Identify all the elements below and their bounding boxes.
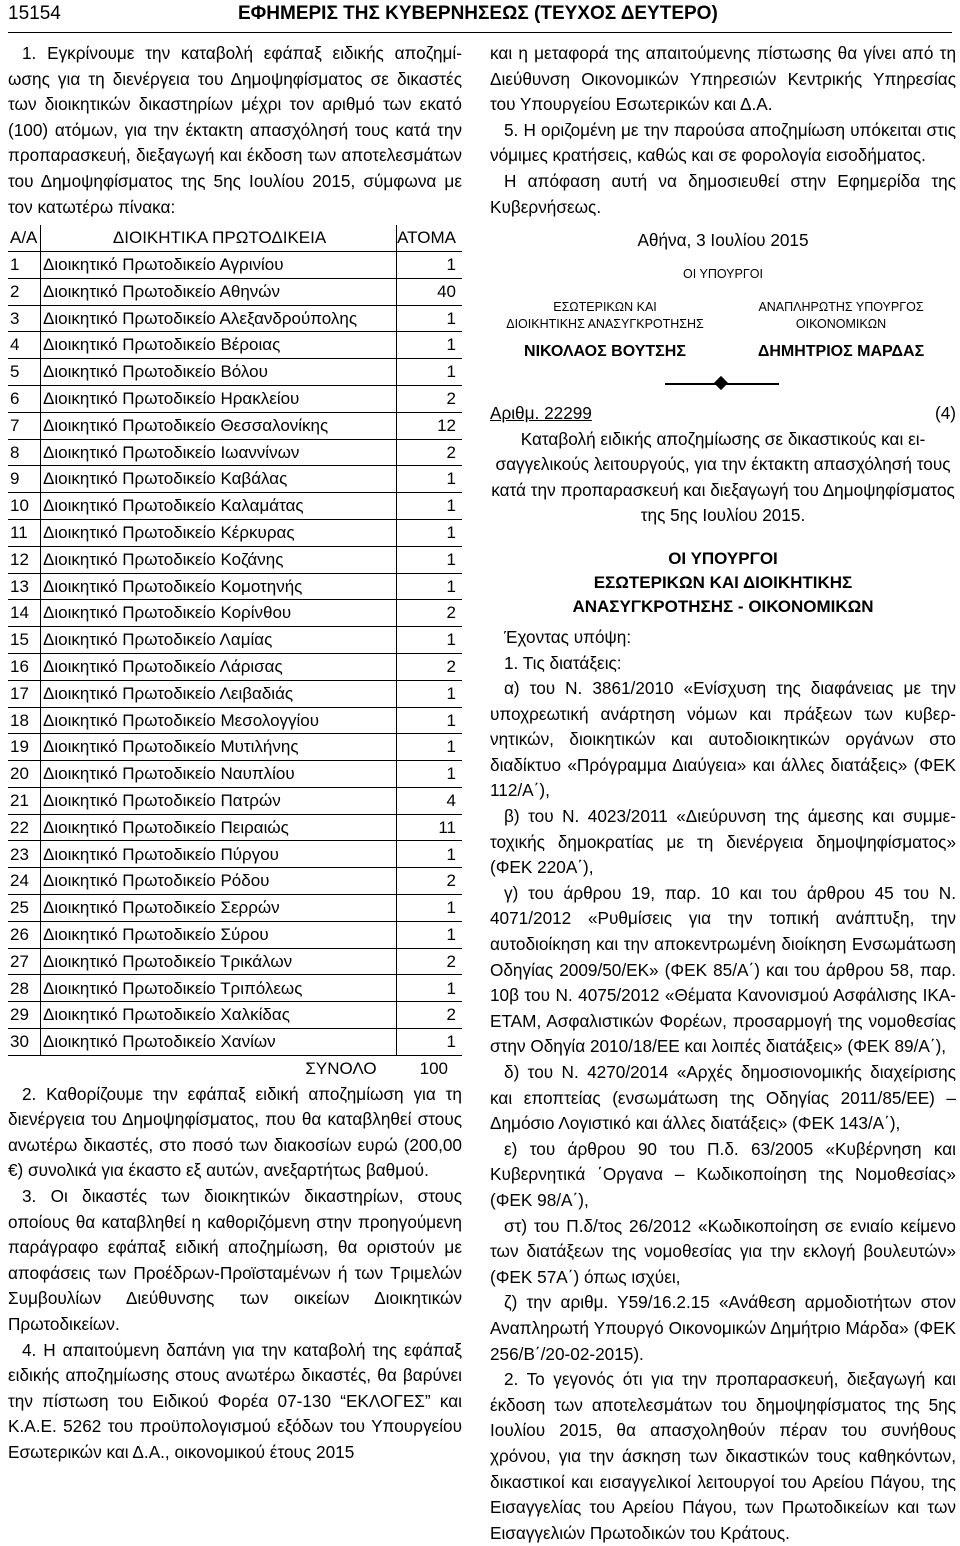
persons-count: 1 [397, 975, 462, 1002]
table-row [8, 519, 462, 546]
court-name: Διοικητικό Πρωτοδικείο Πύργου [41, 841, 397, 868]
persons-count: 2 [397, 868, 462, 895]
row-number: 12 [8, 546, 41, 573]
court-name: Διοικητικό Πρωτοδικείο Ρόδου [41, 868, 397, 895]
persons-count: 1 [397, 921, 462, 948]
table-row [8, 868, 462, 895]
row-number: 18 [8, 707, 41, 734]
persons-count: 1 [397, 359, 462, 386]
row-number: 5 [8, 359, 41, 386]
persons-count: 4 [397, 787, 462, 814]
row-number: 7 [8, 412, 41, 439]
court-name: Διοικητικό Πρωτοδικείο Λάρισας [41, 653, 397, 680]
provision-z: ζ) την αριθμ. Υ59/16.2.15 «Ανάθεση αρμοδιοτήτων στον Αναπληρωτή Υπουργό Οικονομικών Δημήτριο Μάρδα» (ΦΕΚ 256/Β΄/20-02-2015). [490, 1292, 956, 1364]
persons-count: 40 [397, 278, 462, 305]
table-row [8, 734, 462, 761]
row-number: 3 [8, 305, 41, 332]
decision-number: Αριθμ. 22299 [490, 402, 592, 423]
courts-table [8, 225, 462, 1082]
court-name: Διοικητικό Πρωτοδικείο Τριπόλεως [41, 975, 397, 1002]
persons-count: 2 [397, 385, 462, 412]
header-persons: ΑΤΟΜΑ [397, 225, 462, 251]
court-name: Διοικητικό Πρωτοδικείο Κομοτηνής [41, 573, 397, 600]
row-number: 25 [8, 895, 41, 922]
header-aa: Α/Α [8, 225, 41, 251]
row-number: 30 [8, 1029, 41, 1056]
court-name: Διοικητικό Πρωτοδικείο Χανίων [41, 1029, 397, 1056]
row-number: 10 [8, 493, 41, 520]
persons-count: 1 [397, 895, 462, 922]
page-header [8, 3, 952, 29]
paragraph-4: 4. Η απαιτούμενη δαπάνη για την καταβολή της εφάπαξ ειδικής αποζημίωσης στους ανωτέρω δικαστές, θα βαρύνει την πίστωση του Ειδικού Φορέα 07-130 “ΕΚΛΟΓΕΣ” και Κ.Α.Ε. 5262 του προϋπολογισμού εξόδων του Υπουργείου Εσωτερικών και Δ.Α., οικονομικού έτους 2015 [8, 1339, 462, 1462]
left-column [8, 41, 462, 1466]
table-body [8, 251, 462, 1055]
persons-count: 1 [397, 332, 462, 359]
table-row [8, 251, 462, 278]
persons-count: 2 [397, 600, 462, 627]
persons-count: 1 [397, 761, 462, 788]
row-number: 20 [8, 761, 41, 788]
signatory-1-title: ΕΣΩΤΕΡΙΚΩΝ ΚΑΙ ΔΙΟΙΚΗΤΙΚΗΣ ΑΝΑΣΥΓΚΡΟΤΗΣΗΣ [506, 300, 704, 332]
row-number: 13 [8, 573, 41, 600]
table-row [8, 680, 462, 707]
persons-count: 1 [397, 680, 462, 707]
court-name: Διοικητικό Πρωτοδικείο Τρικάλων [41, 948, 397, 975]
row-number: 21 [8, 787, 41, 814]
table-row [8, 1002, 462, 1029]
ministers-title: ΟΙ ΥΠΟΥΡΓΟΙ [683, 266, 763, 281]
court-name: Διοικητικό Πρωτοδικείο Κέρκυρας [41, 519, 397, 546]
row-number: 29 [8, 1002, 41, 1029]
court-name: Διοικητικό Πρωτοδικείο Ηρακλείου [41, 385, 397, 412]
court-name: Διοικητικό Πρωτοδικείο Ναυπλίου [41, 761, 397, 788]
row-number: 1 [8, 251, 41, 278]
signatory-titles [490, 299, 956, 333]
provision-e: ε) του άρθρου 90 του Π.δ. 63/2005 «Κυβέρνηση και Κυβερνητικά ΄Οργανα – Κωδικοποίηση της Νομοθεσίας» (ΦΕΚ 98/Α΄), [490, 1138, 956, 1210]
continuation-paragraph: και η μεταφορά της απαιτούμενης πίστωσης θα γίνει από τη Διεύθυνση Οικονομικών Υπηρεσιών Κεντρικής Υπηρεσίας του Υπουργείου Εσωτερικών και Δ.Α. [490, 43, 956, 115]
table-row [8, 1029, 462, 1056]
page-number: 15154 [8, 3, 61, 24]
table-total-row [8, 1055, 462, 1081]
table-row [8, 787, 462, 814]
court-name: Διοικητικό Πρωτοδικείο Πειραιώς [41, 814, 397, 841]
table-row [8, 546, 462, 573]
persons-count: 1 [397, 493, 462, 520]
court-name: Διοικητικό Πρωτοδικείο Αγρινίου [41, 251, 397, 278]
table-row [8, 841, 462, 868]
table-row [8, 921, 462, 948]
row-number: 11 [8, 519, 41, 546]
court-name: Διοικητικό Πρωτοδικείο Αλεξανδρούπολης [41, 305, 397, 332]
table-row [8, 332, 462, 359]
table-row [8, 412, 462, 439]
ministers-heading: ΟΙ ΥΠΟΥΡΓΟΙ ΕΣΩΤΕΡΙΚΩΝ ΚΑΙ ΔΙΟΙΚΗΤΙΚΗΣ ΑΝΑΣΥΓΚΡΟΤΗΣΗΣ - ΟΙΚΟΝΟΜΙΚΩΝ [572, 548, 874, 616]
persons-count: 1 [397, 841, 462, 868]
row-number: 2 [8, 278, 41, 305]
row-number: 8 [8, 439, 41, 466]
persons-count: 1 [397, 1029, 462, 1056]
court-name: Διοικητικό Πρωτοδικείο Κορίνθου [41, 600, 397, 627]
table-row [8, 278, 462, 305]
header-courts: ΔΙΟΙΚΗΤΙΚΑ ΠΡΩΤΟΔΙΚΕΙΑ [41, 225, 397, 251]
total-label: ΣΥΝΟΛΟ [305, 1058, 377, 1078]
persons-count: 1 [397, 707, 462, 734]
row-number: 14 [8, 600, 41, 627]
table-row [8, 600, 462, 627]
row-number: 24 [8, 868, 41, 895]
row-number: 6 [8, 385, 41, 412]
court-name: Διοικητικό Πρωτοδικείο Μυτιλήνης [41, 734, 397, 761]
row-number: 23 [8, 841, 41, 868]
table-row [8, 895, 462, 922]
provision-d: δ) του Ν. 4270/2014 «Αρχές δημοσιονομικής διαχείρισης και εποπτείας (ενσωμάτωση της Οδηγίας 2011/85/ΕΕ) – Δημόσιο Λογιστικό και άλλες διατάξεις» (ΦΕΚ 143/Α΄), [490, 1062, 956, 1134]
gazette-title: ΕΦΗΜΕΡΙΣ ΤΗΣ ΚΥΒΕΡΝΗΣΕΩΣ (ΤΕΥΧΟΣ ΔΕΥΤΕΡΟ) [238, 3, 718, 24]
row-number: 17 [8, 680, 41, 707]
table-row [8, 948, 462, 975]
persons-count: 1 [397, 519, 462, 546]
header-rule [8, 32, 952, 33]
row-number: 15 [8, 627, 41, 654]
signatory-2-title: ΑΝΑΠΛΗΡΩΤΗΣ ΥΠΟΥΡΓΟΣ ΟΙΚΟΝΟΜΙΚΩΝ [758, 300, 924, 332]
provision-b: β) του Ν. 4023/2011 «Διεύρυνση της άμεσης και συμμετοχικής δημοκρατίας με τη διενέργεια δημοψηφίσματος» (ΦΕΚ 220Α΄), [490, 806, 956, 878]
court-name: Διοικητικό Πρωτοδικείο Αθηνών [41, 278, 397, 305]
row-number: 27 [8, 948, 41, 975]
court-name: Διοικητικό Πρωτοδικείο Πατρών [41, 787, 397, 814]
decision-number-line [490, 401, 956, 427]
decision-index: (4) [934, 402, 956, 423]
row-number: 22 [8, 814, 41, 841]
paragraph-3: 3. Οι δικαστές των διοικητικών δικαστηρίων, στους οποίους θα καταβληθεί η καθοριζόμενη στην προηγούμενη παράγραφο εφάπαξ ειδική αποζημίωση, θα οριστούν με αποφάσεις των Προέδρων-Προϊσταμένων ή των Τριμελών Συμβουλίων Διεύθυνσης των οικείων Διοικητικών Πρωτοδικείων. [8, 1186, 462, 1334]
table-row [8, 814, 462, 841]
table-row [8, 305, 462, 332]
table-row [8, 975, 462, 1002]
provision-st: στ) του Π.δ/τος 26/2012 «Κωδικοποίηση σε ενιαίο κείμενο των διατάξεων της νομοθεσίας για την εκλογή βουλευτών» (ΦΕΚ 57Α΄) όπως ισχύει, [490, 1215, 956, 1287]
court-name: Διοικητικό Πρωτοδικείο Βέροιας [41, 332, 397, 359]
court-name: Διοικητικό Πρωτοδικείο Λειβαδιάς [41, 680, 397, 707]
date-line: Αθήνα, 3 Ιουλίου 2015 [637, 230, 809, 251]
persons-count: 1 [397, 305, 462, 332]
table-row [8, 439, 462, 466]
table-row [8, 573, 462, 600]
persons-count: 11 [397, 814, 462, 841]
persons-count: 1 [397, 627, 462, 654]
having-in-mind: Έχοντας υπόψη: [504, 626, 632, 647]
right-column [490, 41, 956, 1546]
court-name: Διοικητικό Πρωτοδικείο Χαλκίδας [41, 1002, 397, 1029]
table-header-row [8, 225, 462, 251]
paragraph-2: 2. Καθορίζουμε την εφάπαξ ειδική αποζημίωση για τη διενέργεια του Δημοψηφίσματος, που θα καταβληθεί στους ανωτέρω δικαστές, στο ποσό των διακοσίων ευρώ (200,00 €) συνολικά για έκαστο εξ αυτών, ανεξαρτήτως βαθμού. [8, 1083, 462, 1181]
signatory-names [490, 339, 956, 365]
persons-count: 1 [397, 734, 462, 761]
row-number: 19 [8, 734, 41, 761]
table-row [8, 466, 462, 493]
table-row [8, 653, 462, 680]
court-name: Διοικητικό Πρωτοδικείο Μεσολογγίου [41, 707, 397, 734]
court-name: Διοικητικό Πρωτοδικείο Καβάλας [41, 466, 397, 493]
table-row [8, 627, 462, 654]
court-name: Διοικητικό Πρωτοδικείο Καλαμάτας [41, 493, 397, 520]
signatory-1-name: ΝΙΚΟΛΑΟΣ ΒΟΥΤΣΗΣ [524, 343, 686, 361]
provision-a: α) του Ν. 3861/2010 «Ενίσχυση της διαφάνειας με την υποχρεωτική ανάρτηση νόμων και πράξεων των κυβερνητικών, διοικητικών και αυτοδιοικητικών οργάνων στο διαδίκτυο «Πρόγραμμα Διαύγεια» και άλλες διατάξεις» (ΦΕΚ 112/Α΄), [490, 678, 956, 801]
table-row [8, 359, 462, 386]
section-divider [490, 369, 956, 399]
table-row [8, 707, 462, 734]
table-row [8, 493, 462, 520]
court-name: Διοικητικό Πρωτοδικείο Ιωαννίνων [41, 439, 397, 466]
row-number: 16 [8, 653, 41, 680]
row-number: 28 [8, 975, 41, 1002]
total-value: 100 [419, 1058, 448, 1078]
table-row [8, 761, 462, 788]
court-name: Διοικητικό Πρωτοδικείο Κοζάνης [41, 546, 397, 573]
court-name: Διοικητικό Πρωτοδικείο Σερρών [41, 895, 397, 922]
row-number: 4 [8, 332, 41, 359]
row-number: 9 [8, 466, 41, 493]
diamond-icon [714, 376, 728, 390]
provision-c: γ) του άρθρου 19, παρ. 10 και του άρθρου 45 του Ν. 4071/2012 «Ρυθμίσεις για την τοπική ανάπτυξη, την αυτοδιοίκηση και την αποκεντρωμένη διοίκηση Ενσωμάτωση Οδηγίας 2009/50/ΕΚ» (ΦΕΚ 85/Α΄) και του άρθρου 58, παρ. 10β του Ν. 4075/2012 «Θέματα Κανονισμού Ασφάλισης ΙΚΑ-ΕΤΑΜ, Ασφαλιστικών Φορέων, προσαρμογή της νομοθεσίας στην Οδηγία 2010/18/ΕΕ και λοιπές διατάξεις» (ΦΕΚ 89/Α΄), [490, 882, 956, 1057]
court-name: Διοικητικό Πρωτοδικείο Σύρου [41, 921, 397, 948]
court-name: Διοικητικό Πρωτοδικείο Βόλου [41, 359, 397, 386]
persons-count: 1 [397, 573, 462, 600]
persons-count: 2 [397, 653, 462, 680]
intro-paragraph: 1. Εγκρίνουμε την καταβολή εφάπαξ ειδικής αποζημίωσης για τη διενέργεια του Δημοψηφίσματος σε δικαστές των διοικητικών δικαστηρίων μέχρι τον αριθμό των εκατό (100) ατόμων, για την έκτακτη απασχόλησή τους κατά την προπαρασκευή, διεξαγωγή και έκδοση των αποτελεσμάτων του Δημοψηφίσματος της 5ης Ιουλίου 2015, σύμφωνα με τον κατωτέρω πίνακα: [8, 43, 462, 217]
persons-count: 2 [397, 1002, 462, 1029]
provisions-intro: 1. Τις διατάξεις: [504, 652, 622, 673]
table-row [8, 385, 462, 412]
row-number: 26 [8, 921, 41, 948]
court-name: Διοικητικό Πρωτοδικείο Θεσσαλονίκης [41, 412, 397, 439]
publication-order: Η απόφαση αυτή να δημοσιευθεί στην Εφημερίδα της Κυβερνήσεως. [490, 170, 956, 217]
decision-subject: Καταβολή ειδικής αποζημίωσης σε δικαστικούς και εισαγγελικούς λειτουργούς, για την έκτακτη απασχόλησή τους κατά την προπαρασκευή και διεξαγωγή του Δημοψηφίσματος της 5ης Ιουλίου 2015. [491, 428, 955, 526]
persons-count: 2 [397, 439, 462, 466]
persons-count: 2 [397, 948, 462, 975]
persons-count: 1 [397, 466, 462, 493]
persons-count: 1 [397, 251, 462, 278]
signatory-2-name: ΔΗΜΗΤΡΙΟΣ ΜΑΡΔΑΣ [757, 343, 925, 361]
persons-count: 12 [397, 412, 462, 439]
persons-count: 1 [397, 546, 462, 573]
paragraph-5: 5. Η οριζομένη με την παρούσα αποζημίωση υπόκειται στις νόμιμες κρατήσεις, καθώς και σε φορολογία εισοδήματος. [490, 119, 956, 166]
paragraph-right-2: 2. Το γεγονός ότι για την προπαρασκευή, διεξαγωγή και έκδοση των αποτελεσμάτων του δημοψηφίσματος της 5ης Ιουλίου 2015, θα απασχοληθούν πέραν του συνήθους χρόνου, για την άσκηση των δικαστικών τους καθηκόντων, δικαστικοί και εισαγγελικοί λειτουργοί του Αρείου Πάγου, της Εισαγγελίας του Αρείου Πάγου, των Πρωτοδικείων και των Εισαγγελιών Πρωτοδικών του Κράτους. [490, 1369, 956, 1543]
court-name: Διοικητικό Πρωτοδικείο Λαμίας [41, 627, 397, 654]
